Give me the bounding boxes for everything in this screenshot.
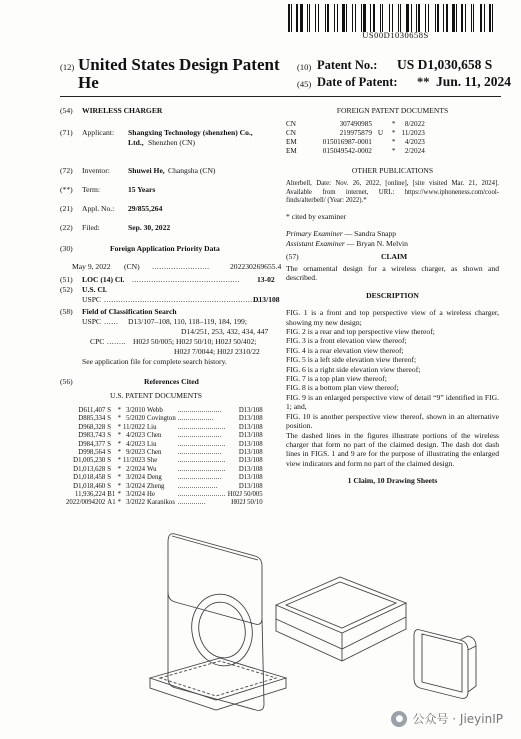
appl-label: Appl. No.: — [82, 204, 115, 213]
field-uspc-label: USPC — [82, 317, 101, 326]
ref-number: D611,407 — [78, 407, 106, 414]
ref-number: D998,564 — [78, 449, 106, 457]
barcode-bar — [318, 4, 319, 32]
barcode-bar — [346, 4, 347, 32]
barcode-bar — [476, 4, 479, 32]
barcode-bar — [370, 4, 371, 32]
ref-date: 2/2024 — [126, 465, 146, 473]
ref-dots: .................. — [177, 415, 214, 423]
foreign-ref-row — [286, 138, 431, 147]
applicant-code: (71) — [60, 128, 73, 137]
filed-code: (22) — [60, 223, 73, 232]
left-column — [60, 106, 290, 508]
uscl-label: U.S. Cl. — [82, 285, 107, 294]
barcode-bar — [368, 4, 369, 32]
reference-row — [66, 424, 265, 432]
ref-name: Webb — [147, 407, 163, 414]
barcode-bar — [446, 4, 448, 32]
description-line: FIG. 6 is a right side elevation view thereof; — [286, 364, 421, 374]
ref-date: 9/2023 — [126, 449, 146, 457]
filed-date: Sep. 30, 2022 — [128, 223, 171, 232]
ref-number: 11,936,224 — [74, 491, 106, 499]
barcode-bar — [331, 4, 333, 32]
barcode-bar — [373, 4, 375, 32]
field-cpc-dots: ........ — [107, 337, 127, 346]
ref-star: * — [117, 457, 121, 465]
applicant-label: Applicant: — [82, 128, 115, 137]
barcode-bar — [380, 4, 381, 32]
barcode-bar — [473, 4, 474, 32]
ref-number: D1,013,628 — [73, 465, 106, 473]
barcode-bar — [294, 4, 295, 32]
barcode-bar — [291, 4, 292, 32]
ref-dots: ........................ — [177, 440, 226, 448]
claims-summary: 1 Claim, 10 Drawing Sheets — [347, 476, 438, 486]
reference-row — [66, 432, 265, 440]
ref-date: 4/2023 — [126, 432, 146, 440]
foreign-country: (CN) — [124, 262, 140, 271]
document-type: United States Design Patent — [78, 55, 280, 74]
other-pub-title: OTHER PUBLICATIONS — [351, 166, 434, 175]
ref-kind: S — [107, 449, 112, 457]
reference-row — [66, 483, 265, 491]
fpd-star: * — [391, 129, 396, 137]
charger-folded-drawing — [266, 565, 414, 685]
barcode-bar — [394, 4, 396, 32]
ref-name: Karanikos — [147, 499, 175, 507]
ref-name: Chen — [147, 449, 162, 457]
ref-date: 4/2023 — [126, 440, 146, 448]
fpd-kind — [378, 138, 392, 147]
fpd-date: 8/2022 — [404, 120, 425, 128]
reference-row — [66, 491, 265, 499]
barcode-bar — [320, 4, 323, 32]
applicant-location: Shenzhen (CN) — [148, 138, 196, 147]
ref-kind: A1 — [107, 499, 116, 507]
barcode-bar — [307, 4, 308, 32]
term-label: Term: — [82, 185, 101, 194]
us-references-table — [66, 407, 265, 508]
foreign-dots: ........................ — [152, 262, 210, 271]
ref-star: * — [117, 423, 121, 431]
header-rule — [60, 96, 501, 97]
barcode-bar — [489, 4, 491, 32]
code-12: (12) — [60, 62, 75, 72]
ref-name: Chen — [147, 432, 162, 440]
ref-dots: ...................... — [177, 474, 222, 482]
foreign-ref-row — [286, 129, 431, 138]
field-uspc-2: D14/251, 253, 432, 434, 447 — [181, 327, 269, 336]
fpd-date: 4/2023 — [404, 138, 425, 146]
ref-star: * — [117, 449, 121, 457]
uscl-code: (52) — [60, 285, 73, 294]
ref-class: H02J 50/005 — [227, 491, 263, 499]
date-label: Date of Patent: — [317, 75, 398, 89]
barcode-bar — [418, 4, 420, 32]
barcode-bar — [437, 4, 439, 32]
ref-star: * — [117, 440, 121, 448]
barcode-bar — [406, 4, 409, 32]
ref-star: * — [117, 474, 121, 482]
loc-label: LOC (14) Cl. — [82, 275, 125, 284]
ref-date: 3/2024 — [126, 491, 146, 499]
barcode-bar — [361, 4, 362, 32]
ref-number: D983,743 — [78, 432, 106, 440]
ref-kind: S — [107, 415, 112, 423]
ref-number: 2022/0094202 — [66, 499, 106, 507]
barcode-bar — [492, 4, 493, 32]
ref-kind: S — [107, 465, 112, 473]
ref-date: 11/2022 — [123, 423, 146, 431]
ref-class: D13/108 — [238, 465, 263, 473]
barcode-bar — [398, 4, 399, 32]
field-cpc-1: H02J 50/005; H02J 50/10; H02J 50/402; — [133, 337, 257, 346]
applicant-name-1: Shangxing Technology (shenzhen) Co., — [128, 128, 253, 137]
refs-code: (56) — [60, 377, 73, 386]
ref-number: D1,005,230 — [73, 457, 106, 465]
foreign-ref-row — [286, 120, 431, 129]
description-line: FIG. 9 is an enlarged perspective view of detail “9” identified in FIG. 1; and, — [286, 392, 499, 412]
appl-number: 29/855,264 — [128, 204, 163, 213]
field-cpc-label: CPC — [90, 337, 105, 346]
description-line: FIG. 1 is a front and top perspective view of a wireless charger, showing my new design; — [286, 308, 499, 327]
term-value: 15 Years — [128, 185, 156, 194]
barcode-bar — [480, 4, 482, 32]
barcode-bar — [355, 4, 356, 32]
foreign-references-table — [286, 120, 431, 156]
primary-examiner — [286, 229, 499, 238]
patent-no-label: Patent No.: — [317, 58, 378, 72]
ref-name: Wu — [147, 465, 157, 473]
watermark-text: 公众号 · JieyinIP — [412, 712, 503, 726]
reference-row — [66, 457, 265, 465]
fpd-country: EM — [286, 147, 297, 155]
inventor-code: (72) — [60, 166, 73, 175]
ref-name: Liu — [147, 440, 157, 448]
ref-number: D1,018,460 — [73, 482, 106, 490]
ref-class: H02J 50/10 — [231, 499, 263, 507]
field-uspc-1: D13/107–108, 110, 118–119, 184, 199; — [128, 317, 247, 326]
barcode-bar — [416, 4, 417, 32]
appl-code: (21) — [60, 204, 73, 213]
ref-name: Deng — [147, 474, 162, 482]
reference-row — [66, 449, 265, 457]
applicant-name-2: Ltd., — [128, 138, 144, 147]
barcode-bar — [357, 4, 359, 32]
ref-star: * — [117, 415, 121, 423]
ref-date: 3/2022 — [126, 499, 146, 507]
ref-dots: .............. — [177, 499, 206, 507]
barcode-bar — [300, 4, 303, 32]
description-line: FIG. 3 is a front elevation view thereof; — [286, 336, 407, 346]
description-line: FIG. 8 is a bottom plan view thereof; — [286, 383, 399, 393]
ref-dots: ...................... — [177, 432, 222, 440]
ref-kind: S — [107, 482, 112, 490]
barcode-bar — [352, 4, 353, 32]
barcode-bar — [339, 4, 340, 32]
other-pub-text: Alterbell, Date: Nov. 26, 2022, [online], [site visited Mar. 21, 2024]. Available from internet, URL: https://www.iphoneness.com/cool-finds/alterbell/ (Year: 2022).* — [286, 180, 499, 205]
fpd-country: CN — [286, 120, 296, 128]
fpd-date: 2/2024 — [404, 147, 425, 155]
ref-name: Zheng — [147, 482, 165, 490]
loc-value: 13-02 — [257, 275, 275, 284]
fpd-star: * — [391, 147, 396, 155]
primary-examiner-label: Primary Examiner — [286, 229, 343, 239]
fpd-number: 307490985 — [339, 120, 372, 128]
claim-text: The ornamental design for a wireless charger, as shown and described. — [286, 264, 499, 283]
barcode-bar — [334, 4, 335, 32]
field-code: (58) — [60, 307, 73, 316]
ref-name: She — [147, 457, 158, 465]
foreign-number: 202230269655.4 — [230, 262, 282, 271]
inventor-name: Shuwei He, — [128, 166, 165, 175]
barcode-bar — [430, 4, 433, 32]
ref-name: Liu — [147, 423, 157, 431]
description-title: DESCRIPTION — [366, 290, 419, 300]
ref-kind: B1 — [107, 491, 116, 499]
ref-kind: S — [107, 407, 112, 414]
ref-star: * — [117, 465, 121, 473]
ref-class: D13/108 — [238, 457, 263, 465]
assistant-examiner-name: — Bryan N. Melvin — [346, 238, 408, 248]
barcode-bar — [452, 4, 455, 32]
foreign-priority-title: Foreign Application Priority Data — [110, 244, 220, 253]
wechat-icon: ● — [391, 711, 407, 727]
fpd-kind: U — [377, 129, 384, 137]
barcode-bar — [465, 4, 466, 32]
fpd-number: 015016987-0001 — [322, 138, 372, 146]
barcode-bar — [382, 4, 383, 32]
field-uspc-dots: ...... — [104, 317, 119, 326]
claim-title: CLAIM — [381, 252, 408, 261]
ref-date: 3/2010 — [126, 407, 146, 414]
code-45: (45) — [297, 79, 312, 89]
barcode-bar — [403, 4, 405, 32]
barcode-bar — [296, 4, 298, 32]
description-line: FIG. 5 is a left side elevation view thereof; — [286, 355, 417, 365]
right-column — [286, 106, 499, 486]
barcode-bar — [337, 4, 338, 32]
uspc-dots: ................................................................. — [104, 295, 260, 304]
fpd-star: * — [391, 120, 396, 128]
ref-date: 3/2024 — [126, 482, 146, 490]
barcode-bar — [400, 4, 401, 32]
ref-dots: ........................ — [177, 457, 226, 465]
barcode-bar — [389, 4, 390, 32]
loc-code: (51) — [60, 275, 73, 284]
loc-dots: ............................................. — [132, 275, 240, 284]
barcode-bar — [309, 4, 310, 32]
barcode-bar — [325, 4, 326, 32]
reference-row — [66, 499, 265, 507]
primary-examiner-name: — Sandra Snapp — [344, 229, 397, 239]
barcode-bar — [363, 4, 366, 32]
description-body — [286, 308, 499, 468]
ref-star: * — [117, 499, 121, 507]
ref-kind: S — [107, 474, 112, 482]
description-line: The dashed lines in the figures illustrate portions of the wireless charger that form no part of the claimed design. The dash dot dash lines in FIGS. 1 and 9 are for the purpose of illustrating the enlarged view indicators and form no part of the claimed design. — [286, 430, 499, 468]
reference-row — [66, 407, 265, 415]
barcode-bar — [443, 4, 444, 32]
cited-note: * cited by examiner — [286, 211, 347, 221]
barcode-bar — [435, 4, 436, 32]
inventor-label: Inventor: — [82, 166, 110, 175]
patent-date: Jun. 11, 2024 — [436, 74, 512, 89]
description-line: FIG. 10 is another perspective view thereof, shown in an alternative position. — [286, 411, 499, 431]
field-title: Field of Classification Search — [82, 307, 177, 316]
fpd-title: FOREIGN PATENT DOCUMENTS — [336, 106, 449, 115]
ref-kind: S — [107, 440, 112, 448]
barcode-bar — [327, 4, 329, 32]
reference-row — [66, 474, 265, 482]
ref-dots: ...................... — [177, 407, 222, 414]
barcode-bar — [456, 4, 457, 32]
ref-date: 3/2024 — [126, 474, 146, 482]
watermark — [391, 710, 503, 727]
ref-dots: ........................ — [177, 423, 226, 431]
ref-class: D13/108 — [238, 407, 263, 414]
ref-date: 5/2020 — [126, 415, 146, 423]
barcode-bar — [385, 4, 388, 32]
foreign-date: May 9, 2022 — [72, 262, 111, 271]
ref-class: D13/108 — [238, 432, 263, 440]
barcode-bar — [428, 4, 429, 32]
ref-number: D968,328 — [78, 423, 106, 431]
charger-side-drawing — [410, 622, 482, 704]
foreign-ref-row — [286, 147, 431, 156]
barcode-bar — [349, 4, 351, 32]
ref-dots: .................... — [177, 482, 218, 490]
title-code: (54) — [60, 106, 73, 115]
patent-title: WIRELESS CHARGER — [82, 106, 163, 115]
ref-date: 11/2023 — [123, 457, 146, 465]
reference-row — [66, 415, 265, 423]
field-see-note: See application file for complete search history. — [82, 357, 227, 366]
date-stars: ** — [417, 75, 430, 89]
barcode-bar — [461, 4, 463, 32]
ref-name: Covington — [147, 415, 176, 423]
description-line: FIG. 2 is a rear and top perspective view thereof; — [286, 327, 435, 337]
fpd-date: 11/2023 — [401, 129, 425, 137]
barcode-bar — [459, 4, 460, 32]
fpd-number: 015049542-0002 — [322, 147, 372, 155]
barcode — [288, 4, 503, 32]
uspc-label: USPC — [82, 295, 101, 304]
ref-star: * — [117, 482, 121, 490]
ref-star: * — [117, 407, 121, 414]
barcode-bar — [486, 4, 487, 32]
barcode-bar — [425, 4, 426, 32]
ref-dots: ........................ — [177, 491, 226, 499]
ref-kind: S — [107, 423, 112, 431]
description-line: FIG. 7 is a top plan view thereof; — [286, 374, 387, 384]
barcode-bar — [312, 4, 314, 32]
patent-number: US D1,030,658 S — [397, 57, 493, 72]
barcode-bar — [392, 4, 393, 32]
claim-code: (57) — [286, 252, 299, 261]
barcode-bar — [484, 4, 485, 32]
code-10: (10) — [297, 62, 312, 72]
barcode-bar — [471, 4, 472, 32]
ref-dots: ...................... — [177, 449, 222, 457]
reference-row — [66, 466, 265, 474]
ref-star: * — [117, 491, 121, 499]
assistant-examiner-label: Assistant Examiner — [286, 238, 345, 248]
barcode-bar — [304, 4, 305, 32]
fpd-kind — [378, 120, 392, 129]
term-code: (**) — [60, 185, 73, 194]
ref-number: D885,334 — [78, 415, 106, 423]
barcode-bar — [315, 4, 316, 32]
ref-class: D13/108 — [238, 423, 263, 431]
fpd-country: CN — [286, 129, 296, 137]
field-cpc-2: H02J 7/0044; H02J 2310/22 — [174, 347, 260, 356]
barcode-bar — [288, 4, 290, 32]
barcode-bar — [376, 4, 378, 32]
ref-class: D13/108 — [238, 482, 263, 490]
refs-title: References Cited — [144, 377, 199, 386]
ref-name: He — [147, 491, 155, 499]
inventor-surname: He — [78, 73, 99, 92]
barcode-bar — [422, 4, 424, 32]
uspc-value: D13/108 — [253, 295, 280, 304]
fpd-number: 219975879 — [339, 129, 372, 137]
barcode-bar — [342, 4, 345, 32]
reference-row — [66, 441, 265, 449]
barcode-bar — [413, 4, 414, 32]
fpd-star: * — [391, 138, 396, 146]
ref-number: D984,377 — [78, 440, 106, 448]
ref-dots: ........................ — [177, 465, 226, 473]
barcode-bar — [441, 4, 442, 32]
fpd-kind — [378, 147, 392, 156]
us-docs-title: U.S. PATENT DOCUMENTS — [110, 391, 202, 400]
ref-class: D13/108 — [238, 415, 263, 423]
barcode-bar — [467, 4, 469, 32]
barcode-number: US00D1030658S — [362, 30, 429, 40]
ref-kind: S — [107, 432, 112, 440]
ref-class: D13/108 — [238, 474, 263, 482]
ref-number: D1,018,458 — [73, 474, 106, 482]
filed-label: Filed: — [82, 223, 100, 232]
ref-star: * — [117, 432, 121, 440]
inventor-location: Changsha (CN) — [168, 166, 216, 175]
description-line: FIG. 4 is a rear elevation view thereof; — [286, 345, 404, 355]
ref-kind: S — [107, 457, 112, 465]
fpd-country: EM — [286, 138, 297, 146]
assistant-examiner — [286, 239, 499, 248]
barcode-bar — [411, 4, 412, 32]
barcode-bar — [449, 4, 450, 32]
foreign-code: (30) — [60, 244, 73, 253]
ref-class: D13/108 — [238, 440, 263, 448]
ref-class: D13/108 — [238, 449, 263, 457]
